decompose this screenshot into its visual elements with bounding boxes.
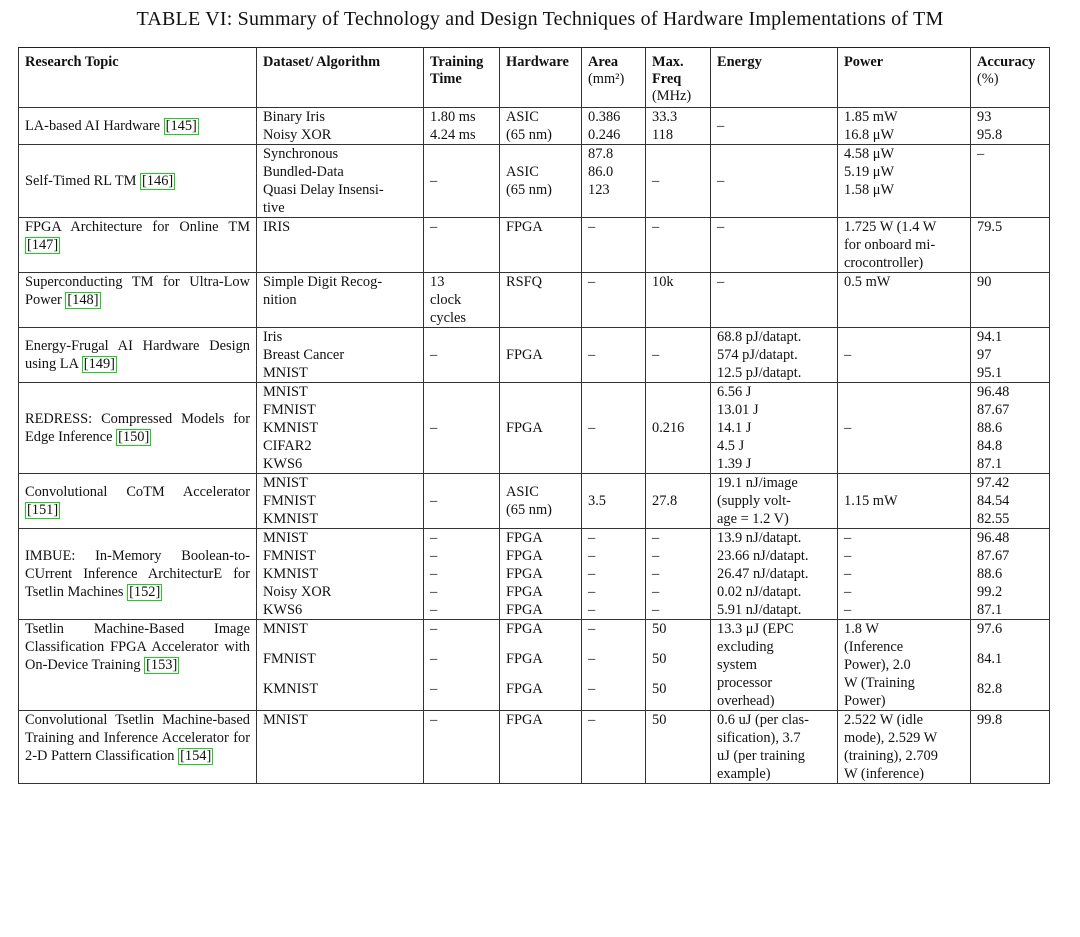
training-cell: –	[424, 547, 500, 565]
research-topic: Self-Timed RL TM	[25, 173, 141, 189]
power-cell: 1.15 mW	[838, 474, 971, 529]
header-accuracy-unit: (%)	[977, 71, 999, 87]
dataset-cell: MNIST	[257, 383, 424, 402]
freq-cell: 50	[646, 711, 711, 784]
accuracy-cell: 79.5	[971, 218, 1050, 273]
research-topic-cell	[19, 474, 257, 529]
table-row	[19, 474, 1050, 493]
area-cell: –	[582, 583, 646, 601]
header-power: Power	[838, 48, 971, 108]
hardware-cell: FPGA	[500, 383, 582, 474]
hardware-cell: FPGA	[500, 680, 582, 711]
freq-cell: 50	[646, 680, 711, 711]
research-topic: Superconducting TM for Ultra-Low Power	[25, 274, 250, 308]
table-row	[19, 328, 1050, 347]
freq-cell: 27.8	[646, 474, 711, 529]
training-cell: –	[424, 474, 500, 529]
dataset-cell: IRIS	[257, 218, 424, 273]
citation-link[interactable]: [153]	[146, 657, 178, 673]
dataset-cell: Simple Digit Recog- nition	[257, 273, 424, 328]
accuracy-cell: 84.1	[971, 650, 1050, 680]
freq-cell: –	[646, 547, 711, 565]
header-energy: Energy	[711, 48, 838, 108]
dataset-cell: Noisy XOR	[257, 126, 424, 145]
accuracy-cell: 97.42	[971, 474, 1050, 493]
research-topic: REDRESS: Compressed Models for Edge Inference	[25, 411, 250, 445]
dataset-cell: Bundled-Data	[257, 163, 424, 181]
freq-cell: –	[646, 565, 711, 583]
table-row	[19, 711, 1050, 784]
power-cell: –	[838, 529, 971, 548]
freq-cell: –	[646, 601, 711, 620]
dataset-cell: FMNIST	[257, 401, 424, 419]
hardware-cell: FPGA	[500, 583, 582, 601]
power-cell: –	[838, 583, 971, 601]
dataset-cell: Binary Iris	[257, 108, 424, 127]
accuracy-cell: 95.1	[971, 364, 1050, 383]
accuracy-cell: 90	[971, 273, 1050, 328]
energy-cell: 574 pJ/datapt.	[711, 346, 838, 364]
training-cell: –	[424, 711, 500, 784]
accuracy-cell: 87.1	[971, 455, 1050, 474]
header-freq-unit: (MHz)	[652, 88, 692, 104]
power-cell: –	[838, 383, 971, 474]
header-row	[19, 48, 1050, 108]
energy-cell: 12.5 pJ/datapt.	[711, 364, 838, 383]
area-cell: 0.386	[582, 108, 646, 127]
area-cell: 87.8	[582, 145, 646, 164]
hardware-cell: FPGA	[500, 328, 582, 383]
citation-link[interactable]: [147]	[27, 237, 59, 253]
area-cell: 3.5	[582, 474, 646, 529]
accuracy-cell: –	[971, 145, 1050, 218]
energy-cell: 68.8 pJ/datapt.	[711, 328, 838, 347]
energy-cell: 19.1 nJ/image (supply volt- age = 1.2 V)	[711, 474, 838, 529]
accuracy-cell: 87.1	[971, 601, 1050, 620]
summary-table	[18, 47, 1050, 784]
header-training: Training Time	[424, 48, 500, 108]
research-topic: Convolutional Tsetlin Machine-based Training and Inference Accelerator for 2-D Pattern Classification	[25, 712, 250, 764]
dataset-cell: KMNIST	[257, 510, 424, 529]
accuracy-cell: 88.6	[971, 565, 1050, 583]
dataset-cell: Iris	[257, 328, 424, 347]
hardware-cell: FPGA	[500, 529, 582, 548]
training-cell: –	[424, 328, 500, 383]
area-cell: –	[582, 529, 646, 548]
research-topic-cell	[19, 108, 257, 145]
research-topic: IMBUE: In-Memory Boolean-to-CUrrent Inference ArchitecturE for Tsetlin Machines	[25, 548, 250, 600]
area-cell: –	[582, 547, 646, 565]
dataset-cell: MNIST	[257, 711, 424, 784]
training-cell: –	[424, 383, 500, 474]
energy-cell: 13.3 μJ (EPC excluding system processor overhead)	[711, 620, 838, 711]
freq-cell: 118	[646, 126, 711, 145]
training-cell: –	[424, 601, 500, 620]
area-cell: –	[582, 328, 646, 383]
dataset-cell: KWS6	[257, 601, 424, 620]
accuracy-cell: 84.8	[971, 437, 1050, 455]
freq-cell: 33.3	[646, 108, 711, 127]
research-topic-cell	[19, 218, 257, 273]
citation-link[interactable]: [151]	[27, 502, 59, 518]
research-topic: LA-based AI Hardware	[25, 118, 164, 134]
area-cell: –	[582, 680, 646, 711]
energy-cell: –	[711, 145, 838, 218]
energy-cell: 13.9 nJ/datapt.	[711, 529, 838, 548]
header-area: Area (mm²)	[582, 48, 646, 108]
area-cell: 123	[582, 181, 646, 218]
citation-link[interactable]: [154]	[180, 748, 212, 764]
dataset-cell: KWS6	[257, 455, 424, 474]
area-cell: –	[582, 601, 646, 620]
hardware-cell: ASIC (65 nm)	[500, 108, 582, 145]
freq-cell: –	[646, 328, 711, 383]
dataset-cell: CIFAR2	[257, 437, 424, 455]
training-cell: –	[424, 583, 500, 601]
energy-cell: –	[711, 273, 838, 328]
energy-cell: –	[711, 108, 838, 145]
energy-cell: 6.56 J	[711, 383, 838, 402]
research-topic-cell	[19, 328, 257, 383]
training-cell: 4.24 ms	[424, 126, 500, 145]
area-cell: –	[582, 273, 646, 328]
research-topic-cell	[19, 273, 257, 328]
table-row	[19, 273, 1050, 328]
dataset-cell: MNIST	[257, 474, 424, 493]
area-cell: 86.0	[582, 163, 646, 181]
header-area-unit: (mm²)	[588, 71, 625, 87]
energy-cell: 26.47 nJ/datapt.	[711, 565, 838, 583]
dataset-cell: Synchronous	[257, 145, 424, 164]
table-title: TABLE VI: Summary of Technology and Design Techniques of Hardware Implementations of TM	[136, 8, 944, 30]
energy-cell: 23.66 nJ/datapt.	[711, 547, 838, 565]
hardware-cell: FPGA	[500, 547, 582, 565]
accuracy-cell: 94.1	[971, 328, 1050, 347]
accuracy-cell: 99.8	[971, 711, 1050, 784]
hardware-cell: ASIC (65 nm)	[500, 145, 582, 218]
hardware-cell: ASIC (65 nm)	[500, 474, 582, 529]
hardware-cell: FPGA	[500, 601, 582, 620]
research-topic-cell	[19, 529, 257, 620]
freq-cell: –	[646, 583, 711, 601]
hardware-cell: FPGA	[500, 565, 582, 583]
accuracy-cell: 96.48	[971, 529, 1050, 548]
training-cell: –	[424, 218, 500, 273]
accuracy-cell: 95.8	[971, 126, 1050, 145]
power-cell: –	[838, 565, 971, 583]
citation-link[interactable]: [149]	[83, 356, 115, 372]
research-topic-cell	[19, 383, 257, 474]
dataset-cell: KMNIST	[257, 565, 424, 583]
energy-cell: 0.6 uJ (per clas- sification), 3.7 uJ (per training example)	[711, 711, 838, 784]
freq-cell: 0.216	[646, 383, 711, 474]
area-cell: –	[582, 650, 646, 680]
citation-link[interactable]: [152]	[129, 584, 161, 600]
area-cell: 0.246	[582, 126, 646, 145]
dataset-cell: KMNIST	[257, 680, 424, 711]
header-dataset: Dataset/ Algorithm	[257, 48, 424, 108]
dataset-cell: FMNIST	[257, 492, 424, 510]
table-row	[19, 620, 1050, 651]
dataset-cell: FMNIST	[257, 547, 424, 565]
table-body	[19, 108, 1050, 784]
dataset-cell: FMNIST	[257, 650, 424, 680]
dataset-cell: Breast Cancer	[257, 346, 424, 364]
training-cell: –	[424, 680, 500, 711]
power-cell: 1.85 mW	[838, 108, 971, 127]
energy-cell: 4.5 J	[711, 437, 838, 455]
accuracy-cell: 93	[971, 108, 1050, 127]
power-cell: 0.5 mW	[838, 273, 971, 328]
power-cell: 1.58 μW	[838, 181, 971, 218]
hardware-cell: FPGA	[500, 620, 582, 651]
research-topic-cell	[19, 620, 257, 711]
research-topic: Convolutional CoTM Accelerator	[25, 484, 250, 500]
training-cell: –	[424, 529, 500, 548]
table-row	[19, 145, 1050, 164]
power-cell: 5.19 μW	[838, 163, 971, 181]
research-topic: FPGA Architecture for Online TM	[25, 219, 250, 235]
citation-link[interactable]: [145]	[165, 118, 197, 134]
power-cell: –	[838, 547, 971, 565]
dataset-cell: Noisy XOR	[257, 583, 424, 601]
accuracy-cell: 84.54	[971, 492, 1050, 510]
power-cell: 1.8 W (Inference Power), 2.0 W (Training Power)	[838, 620, 971, 711]
power-cell: –	[838, 601, 971, 620]
table-row	[19, 383, 1050, 402]
accuracy-cell: 99.2	[971, 583, 1050, 601]
accuracy-cell: 87.67	[971, 401, 1050, 419]
energy-cell: 13.01 J	[711, 401, 838, 419]
header-freq: Max. Freq (MHz)	[646, 48, 711, 108]
freq-cell: –	[646, 218, 711, 273]
power-cell: 1.725 W (1.4 W for onboard mi- crocontroller)	[838, 218, 971, 273]
area-cell: –	[582, 620, 646, 651]
citation-link[interactable]: [150]	[118, 429, 150, 445]
energy-cell: 1.39 J	[711, 455, 838, 474]
dataset-cell: MNIST	[257, 529, 424, 548]
accuracy-cell: 88.6	[971, 419, 1050, 437]
research-topic: Energy-Frugal AI Hardware Design using LA	[25, 338, 250, 372]
training-cell: –	[424, 620, 500, 651]
power-cell: 16.8 μW	[838, 126, 971, 145]
energy-cell: 14.1 J	[711, 419, 838, 437]
power-cell: 2.522 W (idle mode), 2.529 W (training), 2.709 W (inference)	[838, 711, 971, 784]
energy-cell: 0.02 nJ/datapt.	[711, 583, 838, 601]
power-cell: 4.58 μW	[838, 145, 971, 164]
hardware-cell: RSFQ	[500, 273, 582, 328]
training-cell: –	[424, 145, 500, 218]
freq-cell: 10k	[646, 273, 711, 328]
freq-cell: 50	[646, 620, 711, 651]
training-cell: 13 clock cycles	[424, 273, 500, 328]
area-cell: –	[582, 711, 646, 784]
area-cell: –	[582, 218, 646, 273]
accuracy-cell: 82.8	[971, 680, 1050, 711]
accuracy-cell: 97	[971, 346, 1050, 364]
header-hardware: Hardware	[500, 48, 582, 108]
area-cell: –	[582, 565, 646, 583]
area-cell: –	[582, 383, 646, 474]
research-topic-cell	[19, 711, 257, 784]
hardware-cell: FPGA	[500, 218, 582, 273]
table-row	[19, 218, 1050, 273]
dataset-cell: KMNIST	[257, 419, 424, 437]
accuracy-cell: 96.48	[971, 383, 1050, 402]
power-cell: –	[838, 328, 971, 383]
accuracy-cell: 87.67	[971, 547, 1050, 565]
freq-cell: –	[646, 145, 711, 218]
hardware-cell: FPGA	[500, 711, 582, 784]
freq-cell: –	[646, 529, 711, 548]
table-row	[19, 108, 1050, 127]
dataset-cell: Quasi Delay Insensi- tive	[257, 181, 424, 218]
citation-link[interactable]: [148]	[67, 292, 99, 308]
research-topic: Tsetlin Machine-Based Image Classification FPGA Accelerator with On-Device Training	[25, 621, 250, 673]
training-cell: –	[424, 565, 500, 583]
citation-link[interactable]: [146]	[142, 173, 174, 189]
table-row	[19, 529, 1050, 548]
header-topic: Research Topic	[19, 48, 257, 108]
energy-cell: –	[711, 218, 838, 273]
training-cell: –	[424, 650, 500, 680]
dataset-cell: MNIST	[257, 620, 424, 651]
freq-cell: 50	[646, 650, 711, 680]
training-cell: 1.80 ms	[424, 108, 500, 127]
dataset-cell: MNIST	[257, 364, 424, 383]
research-topic-cell	[19, 145, 257, 218]
hardware-cell: FPGA	[500, 650, 582, 680]
accuracy-cell: 97.6	[971, 620, 1050, 651]
energy-cell: 5.91 nJ/datapt.	[711, 601, 838, 620]
header-accuracy: Accuracy (%)	[971, 48, 1050, 108]
accuracy-cell: 82.55	[971, 510, 1050, 529]
